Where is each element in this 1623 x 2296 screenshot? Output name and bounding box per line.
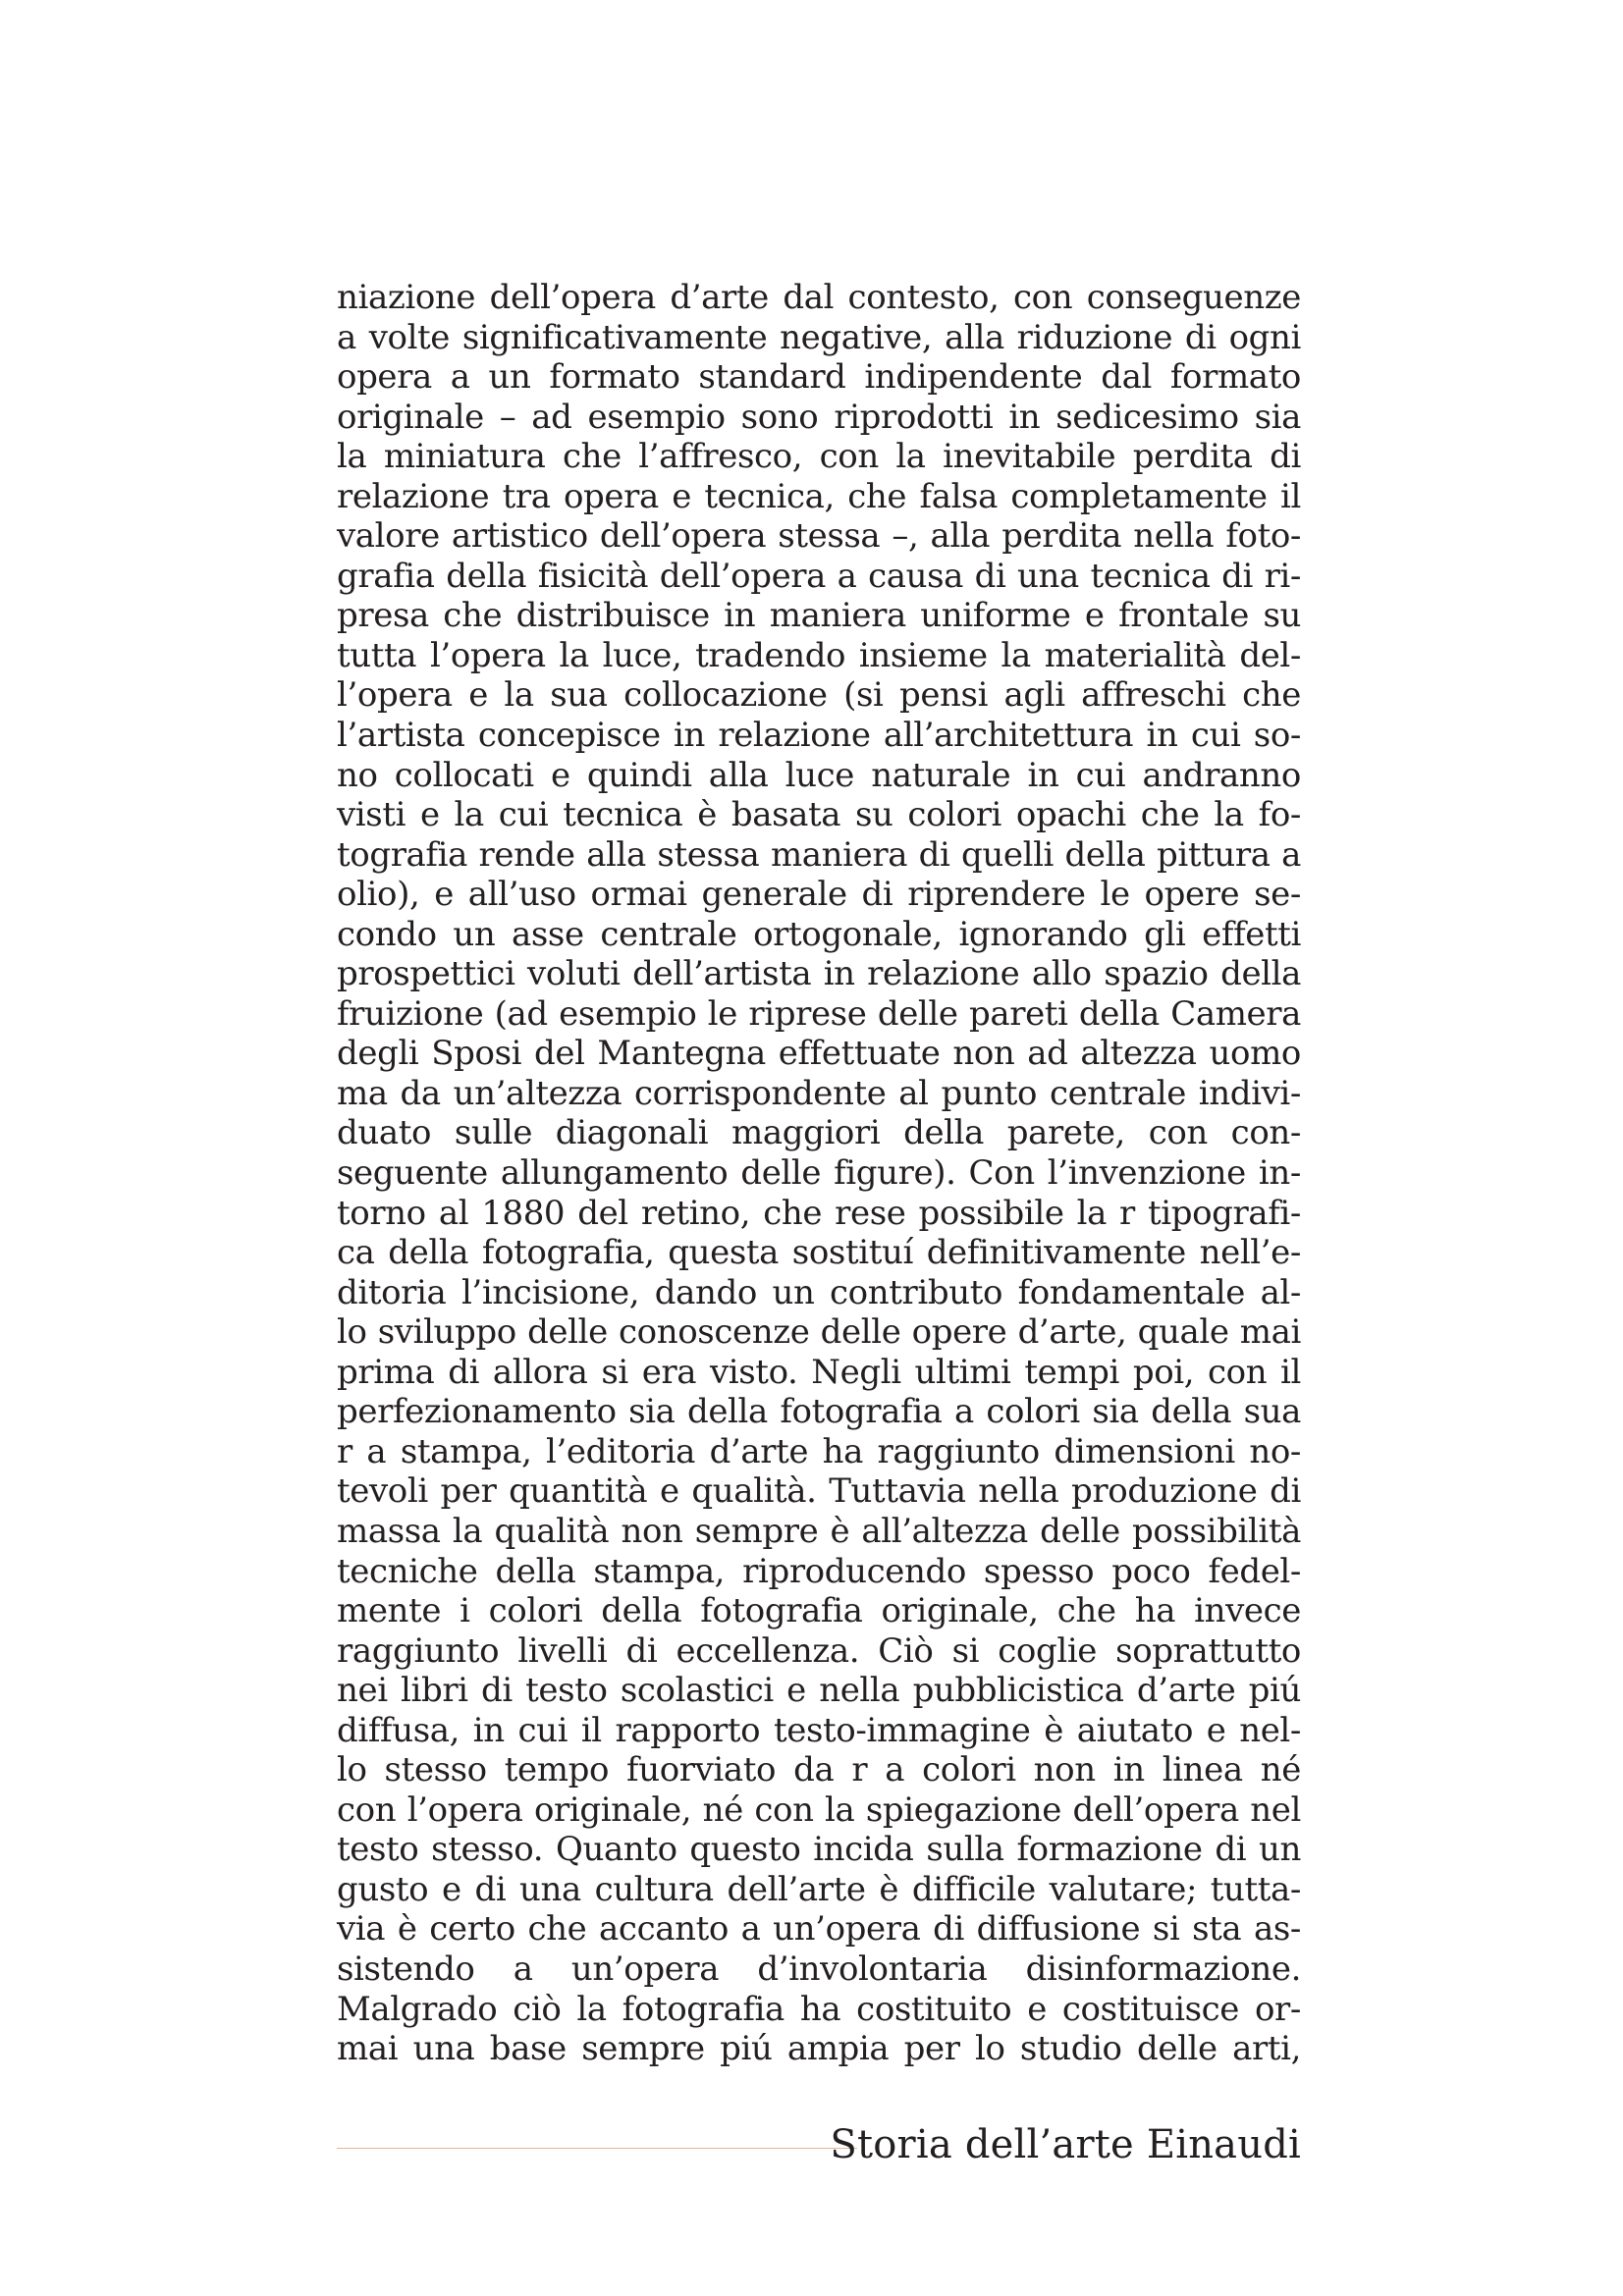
text-line: la miniatura che l’affresco, con la inevitabile perdita di (337, 437, 1301, 477)
text-line: torno al 1880 del retino, che rese possibile la r tipografi- (337, 1193, 1301, 1233)
text-line: tografia rende alla stessa maniera di quelli della pittura a (337, 834, 1301, 875)
text-line: ca della fotografia, questa sostituí definitivamente nell’e- (337, 1233, 1301, 1273)
text-line: seguente allungamento delle figure). Con l’invenzione in- (337, 1153, 1301, 1194)
text-line: condo un asse centrale ortogonale, ignorando gli effetti (337, 914, 1301, 954)
text-line: raggiunto livelli di eccellenza. Ciò si coglie soprattutto (337, 1630, 1301, 1671)
text-line: diffusa, in cui il rapporto testo-immagine è aiutato e nel- (337, 1710, 1301, 1750)
text-line: duato sulle diagonali maggiori della parete, con con- (337, 1113, 1301, 1153)
text-line: Malgrado ciò la fotografia ha costituito e costituisce or- (337, 1989, 1301, 2029)
text-line: lo sviluppo delle conoscenze delle opere d’arte, quale mai (337, 1312, 1301, 1353)
text-line: gusto e di una cultura dell’arte è difficile valutare; tutta- (337, 1869, 1301, 1909)
text-line: niazione dell’opera d’arte dal contesto, con conseguenze (337, 278, 1301, 317)
text-line: relazione tra opera e tecnica, che falsa completamente il (337, 476, 1301, 516)
text-line: ditoria l’incisione, dando un contributo fondamentale al- (337, 1272, 1301, 1312)
text-line: l’opera e la sua collocazione (si pensi agli affreschi che (337, 675, 1301, 716)
text-line: originale – ad esempio sono riprodotti in sedicesimo sia (337, 397, 1301, 437)
text-line: no collocati e quindi alla luce naturale in cui andranno (337, 755, 1301, 795)
text-line: perfezionamento sia della fotografia a colori sia della sua (337, 1392, 1301, 1432)
text-line: presa che distribuisce in maniera uniforme e frontale su (337, 596, 1301, 636)
text-line: tevoli per quantità e qualità. Tuttavia nella produzione di (337, 1471, 1301, 1512)
text-line: visti e la cui tecnica è basata su colori opachi che la fo- (337, 795, 1301, 835)
text-line: via è certo che accanto a un’opera di diffusione si sta as- (337, 1909, 1301, 1949)
text-line: con l’opera originale, né con la spiegazione dell’opera nel (337, 1789, 1301, 1830)
text-line: mai una base sempre piú ampia per lo studio delle arti, (337, 2029, 1301, 2069)
footer-rule (337, 2148, 857, 2149)
text-line: sistendo a un’opera d’involontaria disinformazione. (337, 1949, 1301, 1989)
text-line: ma da un’altezza corrispondente al punto centrale indivi- (337, 1073, 1301, 1113)
text-line: opera a un formato standard indipendente dal formato (337, 357, 1301, 398)
body-text (337, 278, 1301, 2069)
text-line: olio), e all’uso ormai generale di riprendere le opere se- (337, 875, 1301, 915)
text-line: degli Sposi del Mantegna effettuate non ad altezza uomo (337, 1034, 1301, 1074)
text-line: tecniche della stampa, riproducendo spesso poco fedel- (337, 1551, 1301, 1591)
text-line: massa la qualità non sempre è all’altezza delle possibilità (337, 1511, 1301, 1551)
text-line: prima di allora si era visto. Negli ultimi tempi poi, con il (337, 1352, 1301, 1392)
text-line: lo stesso tempo fuorviato da r a colori non in linea né (337, 1750, 1301, 1790)
footer-title: Storia dell’arte Einaudi (830, 2122, 1301, 2167)
text-line: l’artista concepisce in relazione all’architettura in cui so- (337, 716, 1301, 756)
text-line: nei libri di testo scolastici e nella pubblicistica d’arte piú (337, 1671, 1301, 1711)
text-line: prospettici voluti dell’artista in relazione allo spazio della (337, 954, 1301, 994)
text-line: valore artistico dell’opera stessa –, alla perdita nella foto- (337, 516, 1301, 557)
text-line: mente i colori della fotografia originale, che ha invece (337, 1591, 1301, 1631)
text-line: a volte significativamente negative, alla riduzione di ogni (337, 317, 1301, 357)
text-line: grafia della fisicità dell’opera a causa di una tecnica di ri- (337, 556, 1301, 596)
text-line: r a stampa, l’editoria d’arte ha raggiunto dimensioni no- (337, 1431, 1301, 1471)
text-line: tutta l’opera la luce, tradendo insieme la materialità del- (337, 635, 1301, 675)
page-footer (337, 2120, 1301, 2169)
text-line: fruizione (ad esempio le riprese delle pareti della Camera (337, 993, 1301, 1034)
text-line: testo stesso. Quanto questo incida sulla formazione di un (337, 1830, 1301, 1870)
